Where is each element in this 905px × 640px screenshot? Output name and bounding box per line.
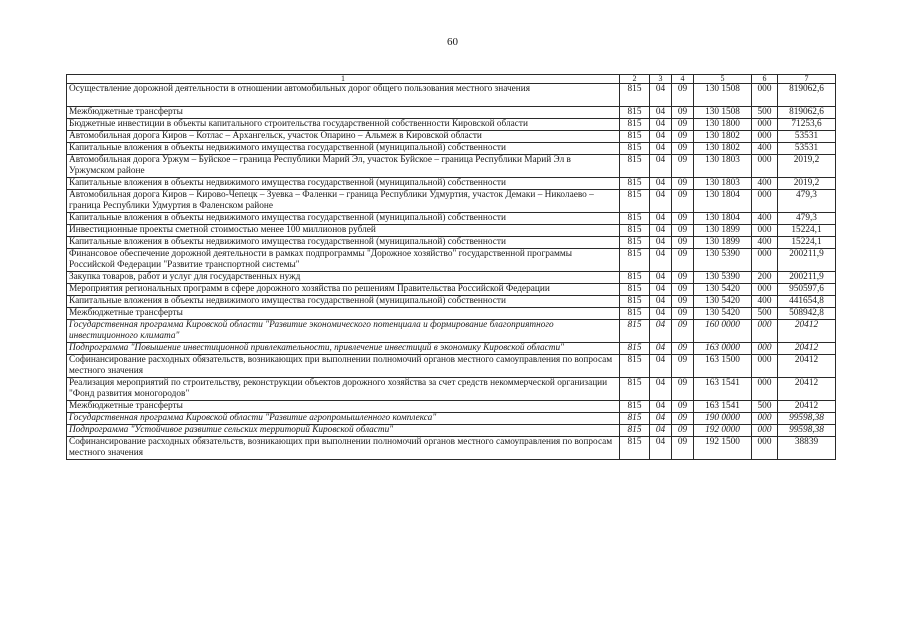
amount: 15224,1: [778, 225, 836, 237]
table-row: [67, 413, 836, 425]
ved-code: 815: [620, 425, 650, 437]
table-row: [67, 437, 836, 460]
section-code: 04: [650, 284, 672, 296]
expense-type: 500: [752, 308, 778, 320]
row-name: Межбюджетные трансферты: [67, 107, 620, 119]
section-code: 04: [650, 213, 672, 225]
ved-code: 815: [620, 131, 650, 143]
subsection-code: 09: [672, 107, 694, 119]
column-header: 1: [67, 75, 620, 84]
expense-type: 000: [752, 343, 778, 355]
ved-code: 815: [620, 355, 650, 378]
ved-code: 815: [620, 237, 650, 249]
table-row: [67, 284, 836, 296]
table-row: [67, 237, 836, 249]
target-article: 130 5390: [694, 272, 752, 284]
subsection-code: 09: [672, 355, 694, 378]
amount: 819062,6: [778, 107, 836, 119]
section-code: 04: [650, 237, 672, 249]
target-article: 130 1508: [694, 84, 752, 107]
target-article: 163 1541: [694, 401, 752, 413]
table-row: [67, 213, 836, 225]
subsection-code: 09: [672, 119, 694, 131]
expense-type: 000: [752, 155, 778, 178]
amount: 20412: [778, 401, 836, 413]
target-article: 163 1541: [694, 378, 752, 401]
table-row: [67, 272, 836, 284]
table-row: [67, 190, 836, 213]
amount: 38839: [778, 437, 836, 460]
subsection-code: 09: [672, 225, 694, 237]
row-name: Софинансирование расходных обязательств, возникающих при выполнении полномочий органов местного самоуправления по вопросам местного значения: [67, 437, 620, 460]
table-row: [67, 178, 836, 190]
amount: 20412: [778, 355, 836, 378]
row-name: Капитальные вложения в объекты недвижимого имущества государственной (муниципальной) собственности: [67, 296, 620, 308]
amount: 53531: [778, 131, 836, 143]
subsection-code: 09: [672, 296, 694, 308]
expense-type: 400: [752, 178, 778, 190]
expense-type: 000: [752, 413, 778, 425]
target-article: 130 1804: [694, 190, 752, 213]
table-row: [67, 425, 836, 437]
table-row: [67, 296, 836, 308]
subsection-code: 09: [672, 272, 694, 284]
row-name: Государственная программа Кировской области "Развитие экономического потенциала и формирование благоприятного инвестиционного климата": [67, 320, 620, 343]
row-name: Подпрограмма "Устойчивое развитие сельских территорий Кировской области": [67, 425, 620, 437]
amount: 200211,9: [778, 249, 836, 272]
table-row: [67, 155, 836, 178]
expense-type: 400: [752, 143, 778, 155]
row-name: Государственная программа Кировской области "Развитие агропромышленного комплекса": [67, 413, 620, 425]
row-name: Мероприятия региональных программ в сфере дорожного хозяйства по решениям Правительства Российской Федерации: [67, 284, 620, 296]
ved-code: 815: [620, 178, 650, 190]
row-name: Капитальные вложения в объекты недвижимого имущества государственной (муниципальной) собственности: [67, 143, 620, 155]
subsection-code: 09: [672, 213, 694, 225]
amount: 15224,1: [778, 237, 836, 249]
target-article: 130 1804: [694, 213, 752, 225]
section-code: 04: [650, 272, 672, 284]
row-name: Финансовое обеспечение дорожной деятельности в рамках подпрограммы "Дорожное хозяйство" государственной программы Российской Федерации "Развитие транспортной системы": [67, 249, 620, 272]
ved-code: 815: [620, 225, 650, 237]
row-name: Закупка товаров, работ и услуг для государственных нужд: [67, 272, 620, 284]
section-code: 04: [650, 143, 672, 155]
target-article: 130 5390: [694, 249, 752, 272]
target-article: 130 1802: [694, 143, 752, 155]
table-row: [67, 131, 836, 143]
expense-type: 400: [752, 213, 778, 225]
section-code: 04: [650, 249, 672, 272]
ved-code: 815: [620, 119, 650, 131]
subsection-code: 09: [672, 155, 694, 178]
amount: 2019,2: [778, 155, 836, 178]
expense-type: 000: [752, 131, 778, 143]
target-article: 130 1800: [694, 119, 752, 131]
table-row: [67, 378, 836, 401]
expense-type: 000: [752, 378, 778, 401]
budget-table: [66, 74, 836, 460]
ved-code: 815: [620, 249, 650, 272]
expense-type: 400: [752, 296, 778, 308]
target-article: 163 1500: [694, 355, 752, 378]
section-code: 04: [650, 308, 672, 320]
column-header: 3: [650, 75, 672, 84]
amount: 200211,9: [778, 272, 836, 284]
table-row: [67, 343, 836, 355]
amount: 479,3: [778, 213, 836, 225]
expense-type: 000: [752, 119, 778, 131]
column-header: 5: [694, 75, 752, 84]
target-article: 163 0000: [694, 343, 752, 355]
amount: 99598,38: [778, 425, 836, 437]
row-name: Автомобильная дорога Киров – Котлас – Архангельск, участок Опарино – Альмеж в Кировской области: [67, 131, 620, 143]
section-code: 04: [650, 225, 672, 237]
target-article: 130 1508: [694, 107, 752, 119]
section-code: 04: [650, 437, 672, 460]
ved-code: 815: [620, 401, 650, 413]
row-name: Межбюджетные трансферты: [67, 401, 620, 413]
section-code: 04: [650, 413, 672, 425]
page-number: 60: [447, 36, 458, 48]
subsection-code: 09: [672, 84, 694, 107]
table-row: [67, 107, 836, 119]
section-code: 04: [650, 425, 672, 437]
expense-type: 000: [752, 425, 778, 437]
table-row: [67, 119, 836, 131]
expense-type: 000: [752, 249, 778, 272]
expense-type: 400: [752, 237, 778, 249]
ved-code: 815: [620, 378, 650, 401]
amount: 71253,6: [778, 119, 836, 131]
row-name: Автомобильная дорога Киров – Кирово-Чепецк – Зуевка – Фаленки – граница Республики Удмуртия, участок Демаки – Николаево – граница Республики Удмуртия в Фаленском районе: [67, 190, 620, 213]
expense-type: 000: [752, 355, 778, 378]
table-body: [67, 84, 836, 460]
table-row: [67, 308, 836, 320]
expense-type: 000: [752, 190, 778, 213]
expense-type: 000: [752, 437, 778, 460]
expense-type: 000: [752, 84, 778, 107]
row-name: Осуществление дорожной деятельности в отношении автомобильных дорог общего пользования местного значения: [67, 84, 620, 107]
ved-code: 815: [620, 413, 650, 425]
ved-code: 815: [620, 143, 650, 155]
row-name: Инвестиционные проекты сметной стоимостью менее 100 миллионов рублей: [67, 225, 620, 237]
row-name: Подпрограмма "Повышение инвестиционной привлекательности, привлечение инвестиций в экономику Кировской области": [67, 343, 620, 355]
ved-code: 815: [620, 296, 650, 308]
amount: 441654,8: [778, 296, 836, 308]
row-name: Бюджетные инвестиции в объекты капитального строительства государственной собственности Кировской области: [67, 119, 620, 131]
section-code: 04: [650, 355, 672, 378]
target-article: 130 1803: [694, 178, 752, 190]
subsection-code: 09: [672, 425, 694, 437]
ved-code: 815: [620, 213, 650, 225]
ved-code: 815: [620, 308, 650, 320]
section-code: 04: [650, 401, 672, 413]
amount: 2019,2: [778, 178, 836, 190]
subsection-code: 09: [672, 143, 694, 155]
column-header: 6: [752, 75, 778, 84]
column-header: 4: [672, 75, 694, 84]
expense-type: 000: [752, 284, 778, 296]
subsection-code: 09: [672, 437, 694, 460]
subsection-code: 09: [672, 237, 694, 249]
table-row: [67, 355, 836, 378]
row-name: Межбюджетные трансферты: [67, 308, 620, 320]
section-code: 04: [650, 131, 672, 143]
subsection-code: 09: [672, 308, 694, 320]
target-article: 130 1803: [694, 155, 752, 178]
amount: 819062,6: [778, 84, 836, 107]
row-name: Автомобильная дорога Уржум – Буйское – граница Республики Марий Эл, участок Буйское – граница Республики Марий Эл в Уржумском районе: [67, 155, 620, 178]
table-row: [67, 401, 836, 413]
target-article: 190 0000: [694, 413, 752, 425]
target-article: 130 1802: [694, 131, 752, 143]
subsection-code: 09: [672, 413, 694, 425]
row-name: Реализация мероприятий по строительству, реконструкции объектов дорожного хозяйства за счет средств некоммерческой организации "Фонд развития моногородов": [67, 378, 620, 401]
subsection-code: 09: [672, 131, 694, 143]
table-row: [67, 225, 836, 237]
ved-code: 815: [620, 284, 650, 296]
section-code: 04: [650, 378, 672, 401]
target-article: 130 1899: [694, 237, 752, 249]
row-name: Капитальные вложения в объекты недвижимого имущества государственной (муниципальной) собственности: [67, 178, 620, 190]
target-article: 130 5420: [694, 284, 752, 296]
subsection-code: 09: [672, 378, 694, 401]
subsection-code: 09: [672, 401, 694, 413]
subsection-code: 09: [672, 343, 694, 355]
expense-type: 000: [752, 320, 778, 343]
section-code: 04: [650, 178, 672, 190]
section-code: 04: [650, 155, 672, 178]
target-article: 192 0000: [694, 425, 752, 437]
target-article: 130 1899: [694, 225, 752, 237]
amount: 20412: [778, 378, 836, 401]
ved-code: 815: [620, 272, 650, 284]
target-article: 130 5420: [694, 296, 752, 308]
subsection-code: 09: [672, 190, 694, 213]
expense-type: 000: [752, 225, 778, 237]
ved-code: 815: [620, 107, 650, 119]
section-code: 04: [650, 320, 672, 343]
section-code: 04: [650, 107, 672, 119]
amount: 508942,8: [778, 308, 836, 320]
amount: 479,3: [778, 190, 836, 213]
row-name: Капитальные вложения в объекты недвижимого имущества государственной (муниципальной) собственности: [67, 237, 620, 249]
section-code: 04: [650, 119, 672, 131]
ved-code: 815: [620, 84, 650, 107]
amount: 20412: [778, 320, 836, 343]
ved-code: 815: [620, 320, 650, 343]
section-code: 04: [650, 190, 672, 213]
expense-type: 500: [752, 401, 778, 413]
amount: 99598,38: [778, 413, 836, 425]
ved-code: 815: [620, 437, 650, 460]
section-code: 04: [650, 296, 672, 308]
subsection-code: 09: [672, 320, 694, 343]
expense-type: 200: [752, 272, 778, 284]
row-name: Капитальные вложения в объекты недвижимого имущества государственной (муниципальной) собственности: [67, 213, 620, 225]
target-article: 160 0000: [694, 320, 752, 343]
subsection-code: 09: [672, 178, 694, 190]
column-header: 7: [778, 75, 836, 84]
amount: 950597,6: [778, 284, 836, 296]
column-header: 2: [620, 75, 650, 84]
amount: 53531: [778, 143, 836, 155]
table-row: [67, 320, 836, 343]
subsection-code: 09: [672, 284, 694, 296]
table-row: [67, 84, 836, 107]
ved-code: 815: [620, 343, 650, 355]
target-article: 192 1500: [694, 437, 752, 460]
expense-type: 500: [752, 107, 778, 119]
section-code: 04: [650, 84, 672, 107]
ved-code: 815: [620, 155, 650, 178]
ved-code: 815: [620, 190, 650, 213]
subsection-code: 09: [672, 249, 694, 272]
target-article: 130 5420: [694, 308, 752, 320]
amount: 20412: [778, 343, 836, 355]
row-name: Софинансирование расходных обязательств, возникающих при выполнении полномочий органов местного самоуправления по вопросам местного значения: [67, 355, 620, 378]
table-row: [67, 143, 836, 155]
table-header-row: [67, 75, 836, 84]
table-row: [67, 249, 836, 272]
section-code: 04: [650, 343, 672, 355]
